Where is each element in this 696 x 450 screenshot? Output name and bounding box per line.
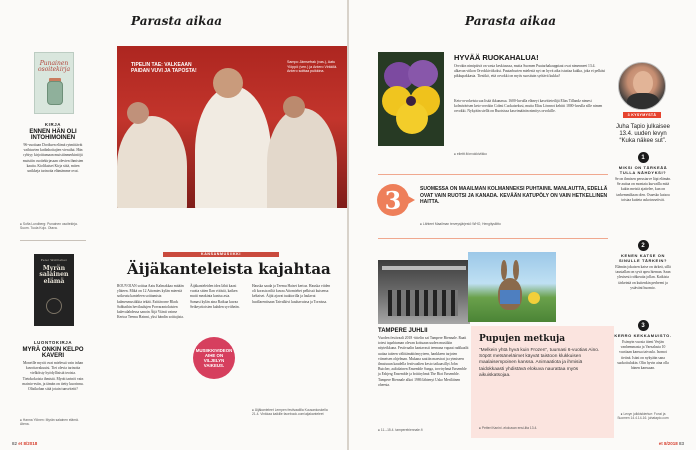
sunflower	[528, 292, 540, 304]
musician-right	[267, 108, 337, 208]
qa-item-1	[614, 152, 672, 203]
divider	[378, 174, 608, 175]
rabbit-ear-right	[513, 260, 519, 280]
qa-question: KERRO KEKKAMUISTO.	[614, 333, 672, 338]
film-headline: Pupujen metkuja	[479, 334, 566, 344]
qa-answer: Se on ihmisen perustarve läpi elämän. Se auttaa on montaia kurvailla mitä kukin meistä ajattelee, kun on tarkemmiltaan olen. Osaesko katsoa toisiaa kuiteta uskotosseitvät.	[614, 177, 672, 202]
book-cover-myran-salainen-elama	[34, 254, 74, 326]
film-credit: ● Petteri Kanini -elokuvan ensi-ilta 13.4.	[479, 426, 538, 430]
luontokirja-body: Moneille myrät ovat mielessä vain inhan kuvottavakuuisi. Tiet olevia tarinoita vielköisty hyödyllisistä teoista. Tietokokoista ihmistä. Myrät tarinöi vain mainio-esiin, ja tämän on tietty kuorinnu. Olisikohan siitä jotain tunsviteitt?	[22, 361, 84, 392]
qa-number: 1	[638, 152, 649, 163]
kirja-credit: ● Sofia Lundberg: Punainen osoitekirja. Suom. Tuula Kojo. Otava.	[20, 222, 78, 231]
article-headline: Äijäkanteleista kajahtaa	[127, 260, 331, 278]
section-title-right: Parasta aikaa	[465, 14, 557, 28]
article-credit: ● Äijäkanteleet Lempen festivaalilla Kuusankoskella 21.4. Vinkkaa kaikille facebook.com/aijakanteleet	[252, 408, 328, 417]
ruoka-body-2: Keto-orvokeista saa lisää ikkunassa. 1600-luvulla eläneyt kasvitieteilijä Elias Tillandz nimesi kolmivärisen keto-orvokin Colmi Cuckaisekssi, mutta Elias Lönnrot kehitti 1800-luvulla sille nimen orvokki. Nykyään siellä on Ruotsissa kasvimäärän nimitys orvokille.	[454, 99, 603, 114]
pansy-photo	[378, 52, 444, 146]
orchestra-photo	[378, 260, 470, 324]
section-title-left: Parasta aikaa	[131, 14, 223, 28]
kirja-headline: ENNEN HÄN OLI INTOHIMOINEN	[29, 129, 77, 142]
fact-text: SUOMESSA ON MAAILMAN KOLMANNEKSI PUHTAINIL MANLAUTTA, EDELLÄ OVAT VAIN RUOTSI JA KANADA. KEVÄÄN KATUPÖLY ON VAIN HETKELLINEN HAITTA.	[420, 186, 608, 206]
book-cover-punainen-osoitekirja	[34, 52, 74, 114]
qa-question: KENEN KATSE ON SINULLE TÄRKEIN?	[618, 253, 668, 263]
fact-number-circle: 3	[377, 184, 409, 216]
divider	[378, 238, 608, 239]
luontokirja-label: LUONTOKIRJA	[33, 340, 73, 345]
book-cover-title: Myrän salainen elämä	[39, 265, 69, 285]
article-col3: Hauska saada ja Teemu Haiset kertoa. Hauska viiden oli korasta niltä kuvaa Aitomiehet pelkissä kuisensa keltaiset. Äijät ajavat tuaktorilla ja laulavat huollarentisaan Taivalkivi kauhavuissa ja Tornissa.	[252, 284, 331, 304]
photo-caption: Sampo Jämsefrak (vas.), Aatu Ylöppö (ven.) ja Antero Virkkilä. Antero soittaa puikkina.	[287, 60, 338, 74]
face-right	[283, 96, 305, 118]
kirja-label: KIRJA	[44, 122, 62, 127]
arrow-icon	[408, 196, 415, 204]
peter-rabbit-photo	[468, 252, 556, 322]
qa-answer: Esimyin vuosia itteni Verjän vanhemmasta ja Vaesalasta 10 vuotiaan kanssa taivasla. Isomoi tietinä. Isäni on nykyään sana suokoitulukin. Olin hyvin aina olla hänen kanssaan.	[617, 340, 669, 371]
face-left	[127, 102, 149, 124]
musician-left	[117, 116, 187, 208]
article-col1: ROUVOIAN soittaa Aatu Kalmakkaa mitään yläteen. Mikä on 12 Aitomies kylän mieestä sotkeutu kanteleen soittamista kalmesmusiikkia tekää. Esittärorne Black Sabbathin hevilaulujen Porvarantolaisten kalevalahdessa sanoin Äijä Viänti vainse Kertoa Teemu Hatnni, yksi bändin soittajista.	[117, 284, 184, 320]
rabbit-ear-left	[501, 260, 507, 280]
luontokirja-headline: MYRÄ ONKIN KELPO KAVERI	[22, 347, 84, 360]
book-cover-title: Punainen osoitekirja	[38, 60, 71, 73]
stage-lights	[382, 266, 466, 270]
petal-top-right	[408, 60, 438, 88]
qa-intro: Juha Tapio julkaisee 13.4. uuden levyn “Kuka näkee sut”.	[616, 124, 670, 144]
page-footer-left	[12, 441, 37, 446]
flower-center	[406, 96, 416, 106]
shirt	[627, 93, 659, 110]
category-badge: KANSANMUSIIKKI	[163, 252, 279, 257]
fact-credit: ● Lähteet Maailman terveysjärjestö WHO, Hengitysliitto	[420, 222, 501, 226]
qa-credit: ● Levyn julkkiskiertue: Fonzi ja Suomen 14.4.14-16. juhatapio.com	[617, 412, 669, 421]
concert-body: Vuoden festivaali 2018 -tittelin sai Tampere Biennale. Raati totesi tapahtuman olevan koituaan uuden musiikin näyteikkuna. Festivaalin kantavasti teemana vapaat radikaalit uuttaa taiteen välittämättömyyteen, hankkeen tarjoten viimeisen ohjelman. Mukana saatiin maestrat ja rytmiseen ilmaisuun kaudella festivaalien kesto taikaasillyt John Butcher, aaltolainen Ensemble Sanga, torviryhmä Ensemble ja Esbjerg Ensemble ja brittiryhmä The Riot Ensemble. Tampere Biennale alkoi 1986 lähtenyt Usko Meriläinen oheesta.	[378, 336, 469, 387]
divider	[20, 240, 86, 241]
musicians-photo	[117, 46, 347, 208]
magazine-issue: et 8/2018	[18, 441, 38, 446]
musician-center	[195, 86, 271, 208]
page-footer-right	[659, 441, 684, 446]
qa-answer: Elämän jokaisen katse on tärkeä, sillä taustallan on syvä apea hieman. Saan ylesisesti rohkeutta jollan. Kaikista tärkeintä on kuitenkin perheeni ja ystäväni huomio.	[615, 265, 671, 290]
qa-question: MIKSI ON TÄRKEÄÄ TULLA NÄHDYKSI?	[618, 165, 668, 175]
musicians	[388, 290, 458, 316]
magazine-issue: et 8/2018	[658, 441, 678, 446]
luontokirja-credit: ● Hanna Ylönen: Myrän salainen elämä. Atena.	[20, 418, 79, 427]
jar-illustration	[47, 81, 63, 105]
juha-tapio-portrait	[618, 62, 666, 110]
left-page	[0, 0, 347, 450]
cover-circle-graphic	[46, 298, 62, 314]
book-cover-author: Peter Wohlleben	[40, 258, 68, 262]
photo-quote: TIPELIN TAE: VALKEAAN PAIDAN VUVI JA TAPOSTA!	[131, 62, 197, 74]
face-center	[213, 68, 243, 98]
pullquote-circle: MUSIIKKIVIDEON AIHE ON VILJELYN VAIKEUS.	[193, 337, 235, 379]
film-body: ”Melkein yhtä hyvä kuin Frozen”, tuumasi 6-vuotias Aino. Söpöt metsäneläimet käyvät taistoon klukkuisen maalaisempoinen kanssa. Animaatiota ja ihmisiä taidokkaasti yhdistävä elokuva naurattaa myös aikuiskatsojaa.	[479, 348, 600, 378]
qa-item-3	[614, 320, 672, 371]
concert-headline: TAMPERE JUHLII	[378, 328, 428, 334]
page-number: 83	[678, 441, 684, 446]
concert-credit: ● 11.–15.4. tamperebiennale.fi	[378, 428, 423, 432]
ruoka-credit: ● eliettt.fi/orvokkiviikko	[454, 152, 487, 156]
film-box	[471, 326, 614, 438]
petal-bottom	[396, 102, 428, 134]
ruoka-body: Orvokin nimipäivä on vasta keskiuussa, mutta Suomen Puutarhakauppiaat ovat nimenneet 13.4. alkavan viikon Orvokkiviikoksi. Puutarhurien mielestä nyt on hyvä aika istuttaa kukka, joka ei pelkäsi pikkupakkasta. Tiesitkö, että orvokki on myös suosituin syötävä kukka?	[454, 64, 606, 79]
article-col2: Äijäkanteleiden idea lähti kaasi vuotta sitten Ilan viitisiä, kaiken mutti meakinta kanisa asia. Samasi kylän aina Raikua kuvaa Seikeyrtioisien kahden syvitheän.	[190, 284, 240, 309]
ruoka-headline: HYVÄÄ RUOKAHALUA!	[454, 53, 539, 62]
face	[633, 71, 653, 95]
qa-badge: 3 KYSYMYSTÄ	[623, 112, 661, 118]
rabbit-jacket	[500, 290, 520, 304]
qa-number: 2	[638, 240, 649, 251]
qa-item-2	[614, 240, 672, 291]
kirja-body: 96-vuotiaan Doriksen elämä rytmittävät vaihtuvien kodinhoitajien vierailut. Hän ryhtyy kirjoittamaan muistiinmerkintöjä muistiin osoitekirjasaan olevien ihmisten kautta. Kiolikaiset Kirja siitä, miten unikkeja tarinoita elämämme ovat.	[22, 143, 84, 174]
qa-number: 3	[638, 320, 649, 331]
page-number: 82	[12, 441, 18, 446]
